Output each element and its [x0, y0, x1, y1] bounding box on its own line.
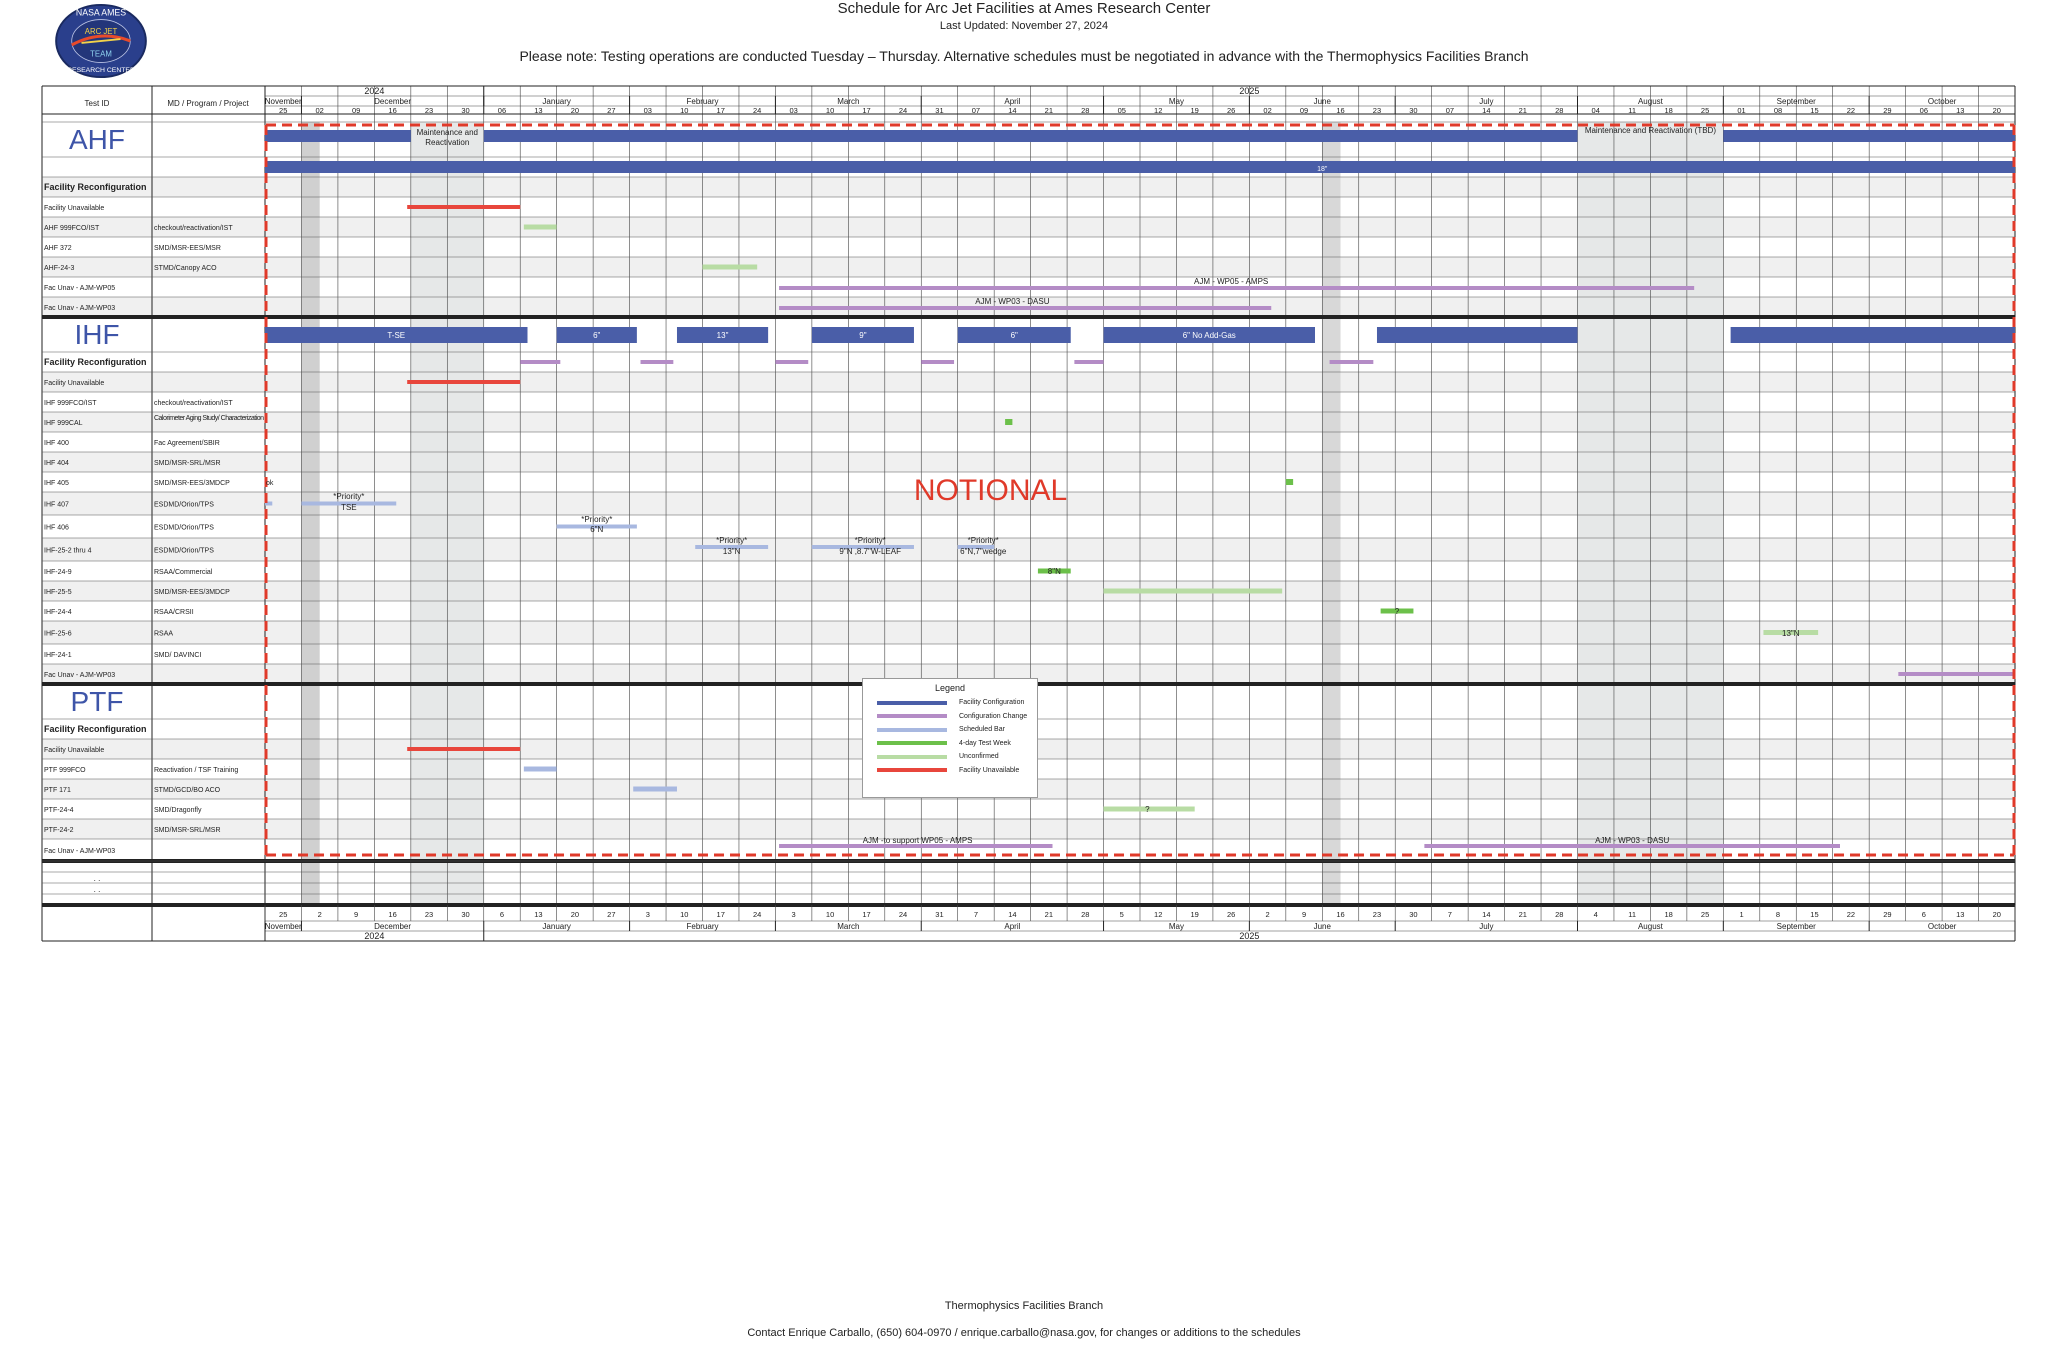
week-label: 14 [1008, 106, 1017, 115]
week-label: 11 [1628, 106, 1637, 115]
week-label: 16 [1336, 910, 1345, 919]
bar-label: AJM - WP03 - DASU [1595, 836, 1670, 845]
week-label: 2 [317, 910, 322, 919]
config-change-bar [520, 360, 560, 364]
bar-label: AJM - WP03 - DASU [975, 297, 1050, 306]
legend-swatch [877, 728, 947, 732]
month-label: April [1004, 922, 1021, 931]
week-label: 13 [1956, 910, 1965, 919]
week-label: 23 [424, 910, 434, 919]
week-label: 31 [935, 910, 944, 919]
schedule-note: Please note: Testing operations are conducted Tuesday – Thursday. Alternative schedules must be negotiated in advance with the Thermophysics Facilities Branch [519, 48, 1529, 64]
priority-label: *Priority* [333, 492, 365, 501]
week-label: 12 [1154, 106, 1163, 115]
test-id: PTF 999FCO [44, 767, 86, 774]
week-label: 07 [971, 106, 981, 115]
program-label: RSAA/CRSII [154, 609, 194, 616]
test-id: IHF 407 [44, 501, 69, 509]
week-label: 07 [1445, 106, 1455, 115]
maintenance-label: Maintenance and Reactivation (TBD) [1584, 126, 1717, 135]
week-label: 25 [279, 106, 288, 115]
unconfirmed-bar [703, 265, 758, 270]
program-label: SMD/MSR-EES/3MDCP [154, 589, 230, 596]
week-label: 19 [1190, 910, 1199, 919]
legend-swatch [877, 714, 947, 718]
facility-config-bar [265, 130, 411, 142]
bar-label: 13"N [1782, 629, 1800, 638]
month-label: March [837, 922, 860, 931]
config-change-bar [641, 360, 674, 364]
week-label: 21 [1518, 106, 1527, 115]
week-label: 4 [1593, 910, 1598, 919]
test-id: AHF-24-3 [44, 265, 75, 272]
legend-item [863, 764, 1037, 778]
section-title: IHF [74, 319, 120, 350]
program-label: SMD/MSR-SRL/MSR [154, 460, 221, 467]
month-label: July [1479, 97, 1494, 106]
scheduled-bar [633, 787, 677, 792]
bar-label: 13" [716, 331, 729, 340]
week-label: 12 [1154, 910, 1163, 919]
week-label: 30 [461, 910, 470, 919]
test-id: PTF 171 [44, 787, 71, 794]
week-label: 25 [1700, 106, 1710, 115]
legend-label: 4-day Test Week [959, 739, 1011, 747]
test-id-header: Test ID [84, 99, 110, 108]
bar-label: ? [1145, 805, 1150, 814]
logo-middle-text: ARC JET [84, 27, 118, 37]
bar-label: 13"N [722, 547, 741, 556]
week-label: 9 [354, 910, 359, 919]
config-change-bar [779, 306, 1271, 310]
program-label: RSAA/Commercial [154, 569, 213, 576]
bar-label: 18" [1317, 166, 1328, 173]
test-id: Facility Reconfiguration [44, 182, 147, 192]
program-label: SMD/ DAVINCI [154, 652, 202, 659]
week-label: 28 [1555, 106, 1564, 115]
week-label: 16 [388, 106, 397, 115]
facility-config-bar [265, 161, 2015, 173]
program-label: SMD/MSR-EES/MSR [154, 245, 221, 252]
week-label: 21 [1044, 910, 1054, 919]
bar-label: AJM - WP05 - AMPS [1194, 277, 1269, 286]
logo-top-text: NASA AMES [75, 7, 127, 18]
config-change-bar [779, 286, 1694, 290]
week-label: 21 [1044, 106, 1054, 115]
test-id: IHF 404 [44, 460, 69, 467]
logo-bottom-text: RESEARCH CENTER [67, 67, 135, 75]
week-label: 7 [973, 910, 979, 919]
test-id: PTF-24-2 [44, 827, 74, 834]
priority-label: *Priority* [967, 536, 999, 545]
month-label: February [686, 922, 719, 931]
test-id: IHF 400 [44, 440, 69, 447]
legend-label: Facility Configuration [959, 699, 1025, 707]
week-label: 26 [1226, 910, 1236, 919]
week-label: 02 [1263, 106, 1272, 115]
config-change-bar [775, 360, 808, 364]
bar-label: 6"N,7"wedge [960, 547, 1007, 556]
program-label: RSAA [154, 630, 174, 638]
month-label: February [686, 97, 719, 106]
week-label: 16 [388, 910, 397, 919]
week-label: 14 [1482, 910, 1491, 919]
unconfirmed-bar [524, 225, 557, 230]
week-label: 3 [791, 910, 796, 919]
priority-label: *Priority* [581, 515, 613, 524]
legend-label: Configuration Change [959, 712, 1028, 720]
week-label: 22 [1846, 910, 1856, 919]
week-label: 14 [1482, 106, 1491, 115]
week-label: 13 [534, 910, 543, 919]
test-id: AHF 999FCO/IST [44, 225, 100, 232]
bar-label: 8"N [1047, 567, 1061, 576]
month-label: July [1479, 922, 1494, 931]
week-label: 19 [1190, 106, 1199, 115]
month-label: May [1168, 922, 1185, 931]
week-label: 24 [898, 910, 908, 919]
month-label: August [1637, 97, 1663, 106]
bar-label: TSE [341, 503, 357, 512]
legend-item [863, 737, 1037, 751]
week-label: 31 [935, 106, 944, 115]
week-label: 17 [716, 910, 725, 919]
legend-item [863, 710, 1037, 724]
program-header: MD / Program / Project [167, 99, 249, 108]
bar-label: 9" [859, 331, 867, 340]
facility-config-bar [484, 130, 1578, 142]
last-updated: Last Updated: November 27, 2024 [939, 20, 1109, 32]
test-id: Facility Reconfiguration [44, 724, 147, 734]
week-label: 21 [1518, 910, 1527, 919]
legend-label: Unconfirmed [959, 753, 999, 761]
bar-label: ? [1394, 607, 1400, 616]
month-label: November [264, 97, 302, 106]
week-label: 06 [1919, 106, 1929, 115]
week-label: 24 [753, 910, 762, 919]
week-label: 17 [862, 910, 871, 919]
unconfirmed-bar [1104, 589, 1283, 594]
legend [862, 678, 1038, 798]
test-id: IHF-25-5 [44, 589, 72, 596]
config-change-bar [1898, 672, 2015, 676]
test-id: Facility Unavailable [44, 380, 105, 387]
week-label: 09 [1299, 106, 1309, 115]
month-label: March [837, 97, 860, 106]
facility-config-bar [1377, 327, 1578, 343]
month-label: September [1776, 922, 1816, 931]
logo-team-text: TEAM [90, 49, 112, 59]
week-label: 03 [789, 106, 798, 115]
week-label: 16 [1336, 106, 1345, 115]
week-label: 05 [1117, 106, 1126, 115]
test-id: IHF 999CAL [44, 420, 83, 427]
week-label: 18 [1664, 910, 1673, 919]
legend-item [863, 696, 1037, 710]
week-label: 24 [898, 106, 908, 115]
legend-item [863, 723, 1037, 737]
unavailable-bar [407, 747, 520, 751]
week-label: 29 [1883, 910, 1892, 919]
month-label: October [1927, 922, 1957, 931]
test-id: Fac Unav - AJM-WP03 [44, 672, 116, 679]
week-label: 23 [424, 106, 434, 115]
week-label: 10 [825, 910, 835, 919]
shaded-period [1322, 122, 1340, 905]
test-id: PTF-24-4 [44, 807, 74, 814]
week-label: 29 [1883, 106, 1892, 115]
section-title: PTF [70, 686, 124, 717]
program-label: SMD/MSR-SRL/MSR [154, 827, 221, 834]
month-label: November [264, 922, 302, 931]
test-id: Fac Unav - AJM-WP03 [44, 305, 116, 312]
scheduled-bar [524, 767, 557, 772]
footer-contact: Contact Enrique Carballo, (650) 604-0970 / enrique.carballo@nasa.gov, for changes or additions to the schedules [747, 1327, 1301, 1339]
week-label: 20 [1992, 106, 2001, 115]
month-label: January [542, 97, 571, 106]
week-label: 28 [1081, 910, 1090, 919]
priority-label: *Priority* [854, 536, 886, 545]
test-id: IHF-25-6 [44, 630, 72, 638]
program-label: Reactivation / TSF Training [154, 767, 239, 774]
week-label: 09 [351, 106, 361, 115]
week-label: 27 [607, 910, 616, 919]
legend-label: Facility Unavailable [959, 766, 1020, 774]
week-label: 06 [497, 106, 507, 115]
test-id: Fac Unav - AJM-WP03 [44, 848, 116, 855]
test-id: Facility Unavailable [44, 747, 105, 754]
week-label: 30 [1409, 910, 1418, 919]
week-label: 13 [534, 106, 543, 115]
week-label: 20 [570, 910, 580, 919]
maintenance-label: Reactivation [425, 138, 470, 147]
week-label: 1 [1739, 910, 1744, 919]
week-label: 26 [1226, 106, 1236, 115]
notional-watermark: NOTIONAL [913, 474, 1068, 507]
week-label: 01 [1737, 106, 1746, 115]
extra-row-label: . . [93, 885, 101, 894]
program-label: SMD/Dragonfly [154, 807, 202, 814]
week-label: 18 [1664, 106, 1673, 115]
program-label: STMD/GCD/BO ACO [154, 787, 221, 794]
program-label: ESDMD/Orion/TPS [154, 501, 214, 509]
test-id: Fac Unav - AJM-WP05 [44, 285, 116, 292]
test-id: IHF 405 [44, 480, 69, 487]
test-id: IHF-25-2 thru 4 [44, 547, 92, 555]
test-id: IHF-24-4 [44, 609, 72, 616]
week-label: 10 [825, 106, 835, 115]
config-change-bar [1074, 360, 1103, 364]
week-label: 3 [645, 910, 650, 919]
test-id: Facility Reconfiguration [44, 357, 147, 367]
test-id: IHF 406 [44, 524, 69, 532]
month-label: May [1168, 97, 1185, 106]
test-week-mark [1286, 479, 1293, 485]
week-label: 2 [1265, 910, 1270, 919]
week-label: 15 [1810, 910, 1819, 919]
week-label: 28 [1555, 910, 1564, 919]
bar-label: 6" No Add-Gas [1182, 331, 1236, 340]
legend-item [863, 750, 1037, 764]
month-label: December [374, 97, 412, 106]
week-label: 5 [1119, 910, 1124, 919]
week-label: 20 [570, 106, 580, 115]
month-label: April [1004, 97, 1021, 106]
week-label: 15 [1810, 106, 1819, 115]
bar-label: 9"N ,8.7"W-LEAF [839, 547, 901, 556]
year-label: 2025 [1239, 931, 1260, 941]
week-label: 08 [1773, 106, 1783, 115]
program-label: ESDMD/Orion/TPS [154, 547, 214, 555]
week-label: 13 [1956, 106, 1965, 115]
test-id: IHF-24-1 [44, 652, 72, 659]
month-label: August [1637, 922, 1663, 931]
week-label: 8 [1775, 910, 1781, 919]
month-label: January [542, 922, 571, 931]
week-label: 14 [1008, 910, 1017, 919]
week-label: 10 [680, 106, 689, 115]
week-label: 11 [1628, 910, 1637, 919]
priority-label: *Priority* [716, 536, 748, 545]
maintenance-label: Maintenance and [416, 128, 478, 137]
week-label: 03 [643, 106, 652, 115]
section-title: AHF [69, 124, 125, 155]
week-label: 30 [461, 106, 470, 115]
week-label: 30 [1409, 106, 1418, 115]
month-label: September [1776, 97, 1816, 106]
month-label: December [374, 922, 412, 931]
bar-label: 6" [593, 331, 601, 340]
program-label: Fac Agreement/SBIR [154, 440, 220, 447]
bar-label: T-SE [387, 331, 406, 340]
week-label: 7 [1447, 910, 1452, 919]
program-label: SMD/MSR-EES/3MDCP [154, 480, 230, 487]
week-label: 24 [753, 106, 762, 115]
program-label: ESDMD/Orion/TPS [154, 524, 214, 532]
program-label: STMD/Canopy ACO [154, 265, 217, 272]
unavailable-bar [407, 205, 520, 209]
legend-swatch [877, 701, 947, 705]
week-label: 04 [1591, 106, 1600, 115]
bar-label: AJM -to support WP05 - AMPS [862, 836, 973, 845]
bar-label: ok [266, 480, 274, 487]
month-label: October [1927, 97, 1957, 106]
test-id: AHF 372 [44, 245, 72, 252]
week-label: 10 [680, 910, 689, 919]
config-change-bar [1330, 360, 1374, 364]
bar-label: 6"N [590, 525, 604, 534]
legend-label: Scheduled Bar [959, 726, 1005, 734]
test-week-mark [1005, 419, 1012, 425]
week-label: 22 [1846, 106, 1856, 115]
year-label: 2024 [364, 86, 385, 96]
legend-swatch [877, 768, 947, 772]
extra-row-label: . . [93, 874, 101, 883]
week-label: 9 [1301, 910, 1307, 919]
week-label: 6 [499, 910, 505, 919]
week-label: 25 [1700, 910, 1710, 919]
week-label: 23 [1372, 106, 1382, 115]
week-label: 23 [1372, 910, 1382, 919]
unavailable-bar [407, 380, 520, 384]
week-label: 20 [1992, 910, 2001, 919]
week-label: 6 [1921, 910, 1926, 919]
month-label: June [1313, 922, 1331, 931]
month-label: June [1313, 97, 1331, 106]
legend-swatch [877, 741, 947, 745]
test-id: Facility Unavailable [44, 205, 105, 212]
footer-branch: Thermophysics Facilities Branch [944, 1300, 1104, 1312]
config-change-bar [921, 360, 954, 364]
week-label: 02 [315, 106, 324, 115]
week-label: 17 [862, 106, 871, 115]
program-label: checkout/reactivation/IST [154, 225, 233, 232]
legend-title: Legend [934, 683, 966, 693]
bar-label: 6" [1010, 331, 1018, 340]
week-label: 25 [279, 910, 288, 919]
test-id: IHF 999FCO/IST [44, 400, 97, 407]
year-label: 2024 [364, 931, 385, 941]
year-label: 2025 [1239, 86, 1260, 96]
page-title: Schedule for Arc Jet Facilities at Ames Research Center [837, 0, 1211, 17]
test-id: IHF-24-9 [44, 569, 72, 576]
program-label: checkout/reactivation/IST [154, 400, 233, 407]
week-label: 28 [1081, 106, 1090, 115]
legend-swatch [877, 755, 947, 759]
facility-config-bar [1723, 130, 2015, 142]
shaded-period [301, 122, 319, 905]
week-label: 27 [607, 106, 616, 115]
week-label: 17 [716, 106, 725, 115]
program-label: Calorimeter Aging Study/ Characterization [154, 415, 264, 422]
facility-config-bar [1731, 327, 2015, 343]
